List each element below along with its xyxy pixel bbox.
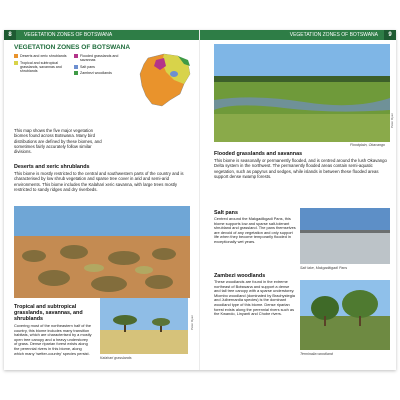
legend-swatch: [14, 61, 18, 65]
saltpans-title: Salt pans: [214, 210, 238, 216]
kalahari-grasslands-caption: Kalahari grasslands: [100, 356, 132, 360]
section-heading: VEGETATION ZONES OF BOTSWANA: [14, 44, 131, 51]
legend-swatch: [14, 54, 18, 58]
legend-item-zambezi: [80, 71, 130, 75]
right-page-number: 9: [384, 30, 396, 40]
right-page: [200, 30, 396, 370]
legend-item-flooded: [80, 54, 132, 62]
right-header-band: [200, 30, 396, 40]
legend-swatch: [74, 65, 78, 69]
left-page-number: 8: [4, 30, 16, 40]
salt-lake-photo: [300, 208, 390, 264]
terminalia-caption: Terminalia woodland: [300, 352, 333, 356]
zambezi-title: Zambezi woodlands: [214, 273, 266, 279]
intro-text: This map shows the five major vegetation biomes found across Botswana. Many bird distributions are defined by these biomes, and sometimes fairly accurately follow similar divisions.: [14, 128, 102, 155]
legend-label: Tropical and subtropical grasslands, savannas and shrublands: [20, 61, 62, 73]
deserts-text: This biome is mostly restricted to the central and southwestern parts of the country and is characterised by low shrub vegetation and sparse tree cover in arid and semi-arid environments. This biome includes the Kalahari xeric savanna, with large trees mostly restricted to sandy ridges and dry riverbeds.: [14, 171, 184, 192]
kalahari-shrublands-photo: [14, 206, 190, 298]
book-spread: [4, 30, 396, 370]
left-header-band: [4, 30, 200, 40]
legend-swatch: [74, 54, 78, 58]
tropical-title: Tropical and subtropical grasslands, savannas, and shrublands: [14, 304, 83, 322]
right-running-head: VEGETATION ZONES OF BOTSWANA: [289, 32, 378, 38]
kalahari-grasslands-photo: [100, 298, 188, 354]
legend-label: Zambezi woodlands: [80, 71, 112, 75]
legend-label: Deserts and xeric shrublands: [20, 54, 67, 58]
legend-item-tropical: [20, 61, 74, 73]
tropical-text: Covering most of the northeastern half of the country, this biome includes many transition habitats, which are characterised by a mostly open tree canopy and a heavy understorey of grass. Dense riparian forest exists along the perennial rivers in this biome, along which many 'wetter-country' species persist.: [14, 323, 92, 356]
floodplain-photo: [214, 44, 390, 142]
flooded-text: This biome is seasonally or permanently flooded, and is centred around the lush Okavango Delta system in the northwest. The permanently flooded areas contain semi-aquatic vegetation, such as papyrus and sedges, while islands in between these flooded areas support dense swamp forests.: [214, 158, 387, 179]
legend-label: Flooded grasslands and savannas: [80, 54, 119, 62]
left-running-head: VEGETATION ZONES OF BOTSWANA: [24, 32, 113, 38]
legend-label: Salt pans: [80, 65, 95, 69]
deserts-title: Deserts and xeric shrublands: [14, 164, 90, 170]
floodplain-caption: Floodplain, Okavango: [350, 143, 385, 147]
photo-credit: Peter Ryan: [190, 314, 194, 330]
photo-credit: Peter Ryan: [390, 112, 394, 128]
vegetation-map: [134, 50, 194, 110]
flooded-title: Flooded grasslands and savannas: [214, 151, 303, 157]
legend-item-saltpans: [80, 65, 130, 69]
legend-swatch: [74, 71, 78, 75]
salt-lake-caption: Salt lake, Makgadikgadi Pans: [300, 266, 348, 270]
left-page: [4, 30, 200, 370]
legend-item-deserts: [20, 54, 70, 58]
terminalia-woodland-photo: [300, 280, 390, 350]
saltpans-text: Centred around the Makgadikgadi Pans, this biome supports low and sparse salt-tolerant shrubland and grassland. The pans themselves are devoid of any vegetation and only support life when they become temporarily flooded in exceptionally wet years.: [214, 216, 296, 244]
zambezi-text: These woodlands are found in the extreme northeast of Botswana and support a dense and tall tree canopy with a sparse understorey. Miombo woodland (dominated by Brachystegia and Julbernardia species) is the dominant woodland type of this biome. Dense riparian forest exists along the perennial rivers such as the Kwando, Linyanti and Chobe rivers.: [214, 279, 295, 317]
